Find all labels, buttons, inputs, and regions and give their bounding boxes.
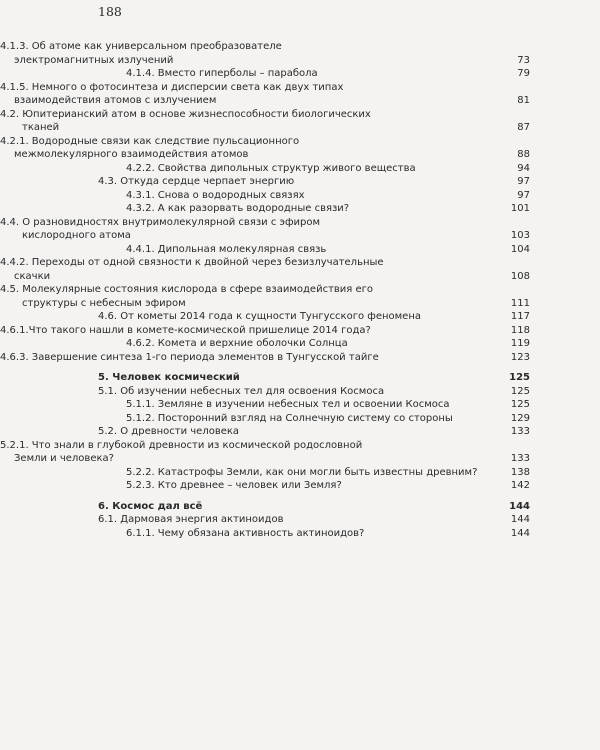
toc-entry — [0, 527, 600, 541]
toc-entry — [0, 108, 600, 135]
toc-entry-page: 125 — [509, 372, 530, 383]
toc-entry — [0, 162, 600, 176]
toc-entry-title: 4.1.4. Вместо гиперболы – парабола — [126, 68, 318, 79]
toc-entry — [0, 425, 600, 439]
toc-entry-title: 4.4. О разновидностях внутримолекулярной связи с эфиром кислородного атома — [0, 216, 321, 241]
toc-entry-title: 5. Человек космический — [98, 372, 240, 383]
toc-entry-page: 133 — [510, 426, 530, 437]
toc-entry-title: 4.5. Молекулярные состояния кислорода в сфере взаимодействия его структуры с небесным эфиром — [0, 284, 374, 309]
toc-entry-page: 123 — [510, 351, 530, 363]
toc-entry — [0, 202, 600, 216]
toc-entry-page: 144 — [509, 500, 530, 512]
toc-entry — [0, 135, 600, 162]
toc-entry-title: 5.1.1. Землянe в изучении небесных тел и освоении Космоса — [126, 399, 450, 410]
toc-entry-page: 144 — [510, 514, 530, 525]
toc-entry — [0, 479, 600, 493]
toc-entry — [0, 337, 600, 351]
toc-entry-title: 4.6.2. Комета и верхние оболочки Солнца — [126, 338, 348, 349]
toc-entry-title: 5.2.2. Катастрофы Земли, как они могли быть известны древним? — [126, 466, 478, 478]
toc-entry-page: 81 — [517, 95, 530, 106]
toc-entry-title: 6. Космос дал всё — [98, 500, 203, 512]
toc-entry-title: 5.2. О древности человека — [98, 426, 240, 437]
toc-entry — [0, 351, 600, 365]
toc-entry — [0, 324, 600, 338]
toc-entry-title: 4.1.3. Об атоме как универсальном преобразователе электромагнитных излучений — [0, 41, 282, 66]
toc-entry — [0, 40, 600, 67]
toc-entry — [0, 81, 600, 108]
toc-entry-page: 94 — [517, 162, 530, 174]
toc-entry-title: 6.1. Дармовая энергия актиноидов — [98, 514, 284, 525]
toc-entry-title: 4.1.5. Немного о фотосинтеза и дисперсии света как двух типах взаимодействия атомов с излучением — [0, 81, 344, 106]
toc-entry-title: 4.2. Юпитерианский атом в основе жизнеспособности биологических тканей — [0, 108, 371, 133]
toc-entry — [0, 439, 600, 466]
toc-entry-title: 4.2.1. Водородные связи как следствие пульсационного межмолекулярного взаимодействия атомов — [0, 135, 300, 160]
toc-entry — [0, 67, 600, 81]
toc-entry-title: 4.3. Откуда сердце черпает энергию — [98, 176, 295, 187]
toc-entry-page: 87 — [517, 122, 530, 133]
toc-entry-page: 97 — [517, 189, 530, 201]
toc-entry-page: 88 — [517, 149, 530, 160]
toc-entry-page: 101 — [510, 203, 530, 214]
toc-entry — [0, 216, 600, 243]
toc-entry — [0, 398, 600, 412]
toc-entry — [0, 256, 600, 283]
toc-entry-title: 4.6.3. Завершение синтеза 1-го периода элементов в Тунгусской тайге — [0, 351, 379, 363]
toc-entry — [0, 243, 600, 257]
page-number: 188 — [98, 4, 122, 19]
toc-entry — [0, 412, 600, 426]
toc-entry-title: 5.1.2. Посторонний взгляд на Солнечную систему со стороны — [126, 412, 453, 424]
toc-entry — [0, 466, 600, 480]
toc-entry-title: 5.1. Об изучении небесных тел для освоения Космоса — [98, 385, 385, 397]
toc-entry-page: 108 — [510, 270, 530, 282]
toc-entry — [0, 189, 600, 203]
toc-entry-title: 4.4.1. Дипольная молекулярная связь — [126, 243, 327, 255]
toc-entry-page: 97 — [517, 176, 530, 187]
toc-entry-page: 129 — [510, 412, 530, 424]
toc-entry-page: 125 — [510, 399, 530, 410]
toc-entry-page: 117 — [510, 311, 530, 322]
toc-entry-page: 79 — [517, 68, 530, 79]
toc-entry — [0, 385, 600, 399]
toc-entry-page: 142 — [510, 480, 530, 491]
toc-entry-page: 125 — [510, 385, 530, 397]
table-of-contents — [0, 40, 600, 540]
toc-chapter — [0, 500, 600, 514]
toc-entry-title: 5.2.1. Что знали в глубокой древности из космической родословной Земли и человека? — [0, 439, 363, 464]
toc-entry-title: 4.2.2. Свойства дипольных структур живого вещества — [126, 162, 416, 174]
toc-entry-title: 4.3.1. Снова о водородных связях — [126, 189, 305, 201]
toc-entry — [0, 513, 600, 527]
toc-entry-title: 4.3.2. А как разорвать водородные связи? — [126, 203, 350, 214]
toc-entry-title: 6.1.1. Чему обязана активность актиноидов? — [126, 527, 365, 539]
toc-entry-page: 111 — [510, 297, 530, 309]
toc-entry-page: 73 — [517, 54, 530, 66]
toc-entry-page: 138 — [510, 466, 530, 478]
toc-entry-title: 4.6.1.Что такого нашли в комете-космической пришелице 2014 года? — [0, 324, 371, 336]
toc-entry-title: 5.2.3. Кто древнее – человек или Земля? — [126, 480, 342, 491]
toc-entry-page: 144 — [510, 527, 530, 539]
toc-entry-page: 118 — [510, 324, 530, 336]
toc-entry — [0, 175, 600, 189]
toc-entry — [0, 310, 600, 324]
toc-entry-title: 4.6. От кометы 2014 года к сущности Тунгусского феномена — [98, 311, 421, 322]
toc-entry-page: 104 — [510, 243, 530, 255]
toc-entry-page: 119 — [510, 338, 530, 349]
toc-entry-title: 4.4.2. Переходы от одной связности к двойной через безизлучательные скачки — [0, 257, 384, 282]
toc-entry — [0, 283, 600, 310]
toc-entry-page: 103 — [510, 230, 530, 241]
toc-chapter — [0, 371, 600, 385]
toc-entry-page: 133 — [510, 453, 530, 464]
